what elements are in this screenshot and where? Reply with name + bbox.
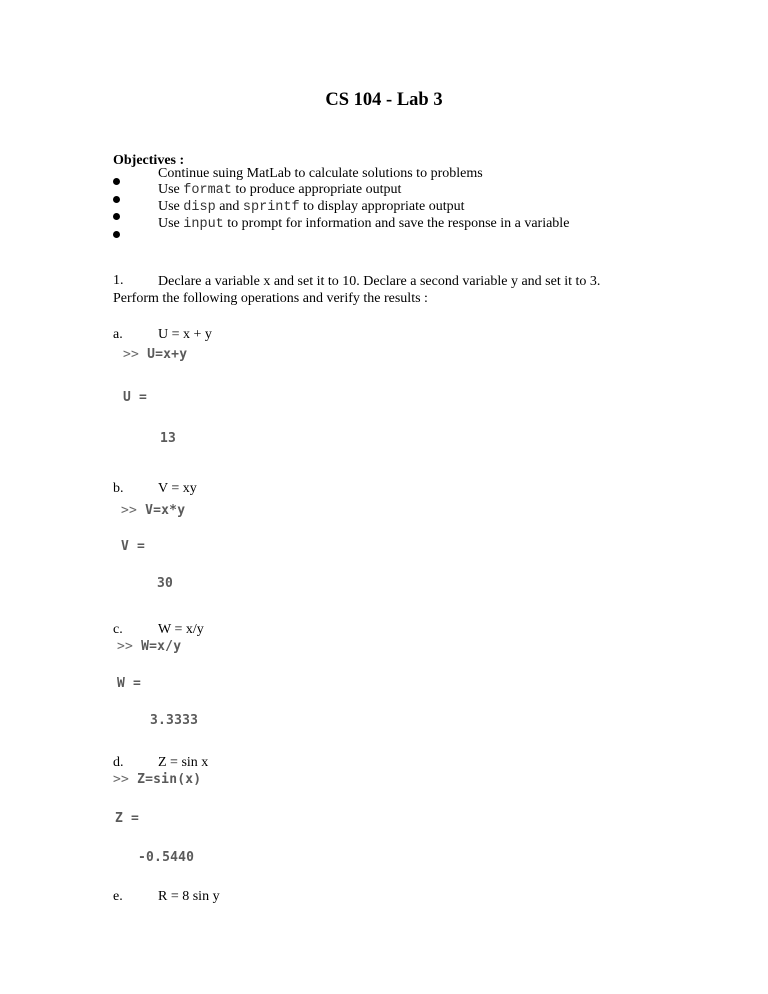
matlab-command: >> V=x*y <box>121 503 186 518</box>
item-expression: U = x + y <box>158 327 212 342</box>
code-term: sprintf <box>242 200 300 215</box>
objectives-heading: Objectives : <box>113 153 185 168</box>
matlab-result-label: W = <box>117 676 142 691</box>
item-letter: a. <box>113 327 123 342</box>
objective-item: Continue suing MatLab to calculate solutions to problems <box>158 166 483 181</box>
item-letter: c. <box>113 622 123 637</box>
code-term: format <box>183 183 232 198</box>
matlab-command: >> Z=sin(x) <box>113 772 202 787</box>
matlab-result-label: V = <box>121 539 146 554</box>
item-expression: Z = sin x <box>158 755 209 770</box>
matlab-result-value: 30 <box>157 576 174 591</box>
bullet-icon <box>113 196 120 203</box>
code-term: input <box>183 217 224 232</box>
matlab-command: >> U=x+y <box>123 347 188 362</box>
page-title: CS 104 - Lab 3 <box>325 90 443 110</box>
matlab-result-label: U = <box>123 390 148 405</box>
item-expression: R = 8 sin y <box>158 889 220 904</box>
matlab-result-label: Z = <box>115 811 140 826</box>
matlab-command: >> W=x/y <box>117 639 182 654</box>
objective-item: Use disp and sprintf to display appropriate output <box>158 199 465 215</box>
objective-item: Use input to prompt for information and save the response in a variable <box>158 216 570 232</box>
item-letter: b. <box>113 481 124 496</box>
problem-text: Perform the following operations and verify the results : <box>113 291 428 306</box>
matlab-result-value: 3.3333 <box>150 713 199 728</box>
item-letter: d. <box>113 755 124 770</box>
item-expression: V = xy <box>158 481 197 496</box>
problem-text: Declare a variable x and set it to 10. Declare a second variable y and set it to 3. <box>158 274 601 289</box>
bullet-icon <box>113 178 120 185</box>
code-term: disp <box>183 200 216 215</box>
bullet-icon <box>113 231 120 238</box>
matlab-result-value: 13 <box>160 431 177 446</box>
bullet-icon <box>113 213 120 220</box>
item-expression: W = x/y <box>158 622 204 637</box>
objective-item: Use format to produce appropriate output <box>158 182 402 198</box>
item-letter: e. <box>113 889 123 904</box>
problem-number: 1. <box>113 273 124 288</box>
matlab-result-value: -0.5440 <box>138 850 195 865</box>
